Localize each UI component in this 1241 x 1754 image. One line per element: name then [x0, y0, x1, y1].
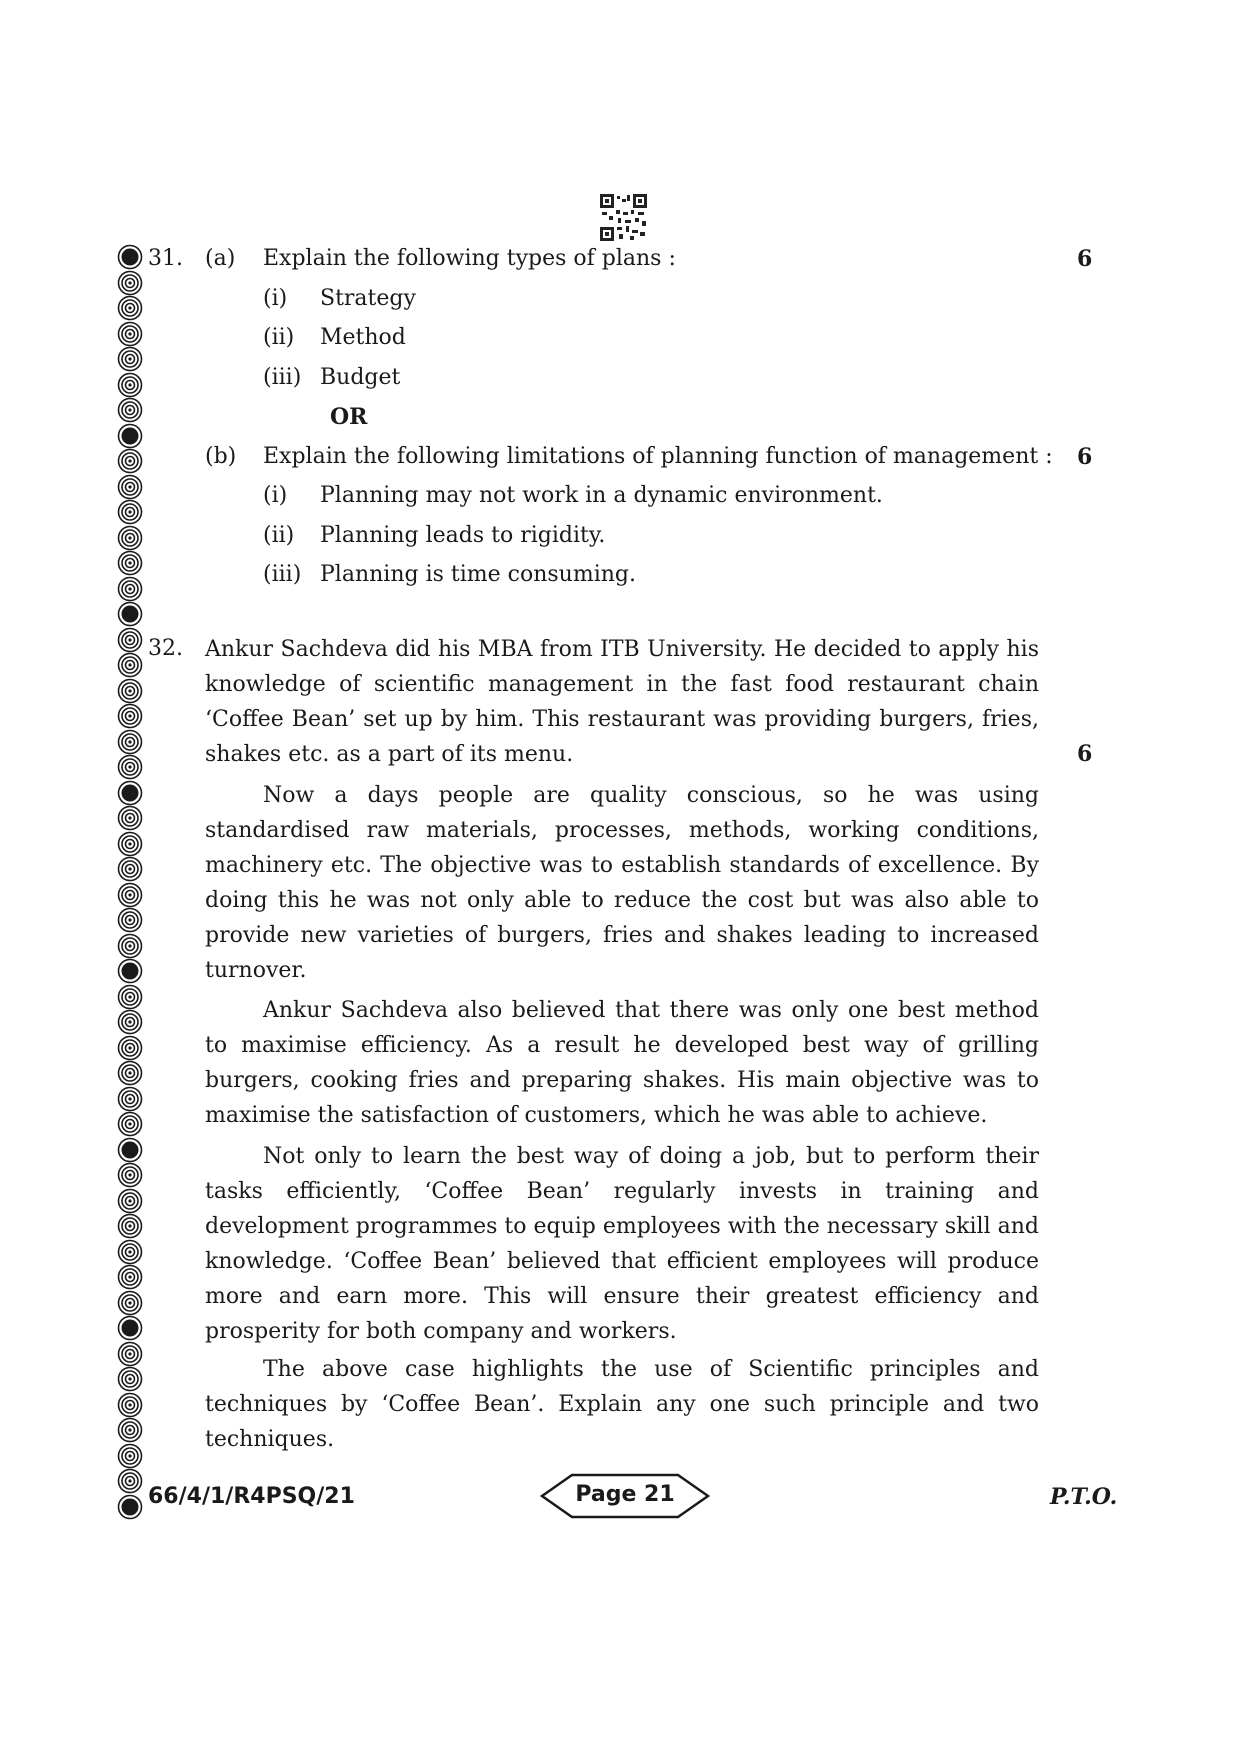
part-label: (a) — [205, 246, 236, 271]
qr-code-icon — [600, 194, 647, 241]
concentric-ring-icon — [117, 1239, 143, 1265]
concentric-ring-icon — [117, 627, 143, 653]
concentric-ring-icon — [117, 1290, 143, 1316]
concentric-ring-icon — [117, 270, 143, 296]
concentric-ring-icon — [117, 448, 143, 474]
paper-code: 66/4/1/R4PSQ/21 — [148, 1484, 355, 1509]
concentric-ring-icon — [117, 882, 143, 908]
concentric-ring-icon — [117, 754, 143, 780]
concentric-ring-icon — [117, 1468, 143, 1494]
concentric-ring-icon — [117, 703, 143, 729]
question-number: 32. — [148, 636, 183, 661]
marks: 6 — [1077, 741, 1093, 767]
concentric-ring-icon — [117, 678, 143, 704]
or-separator: OR — [330, 404, 368, 430]
question-prompt: Explain the following types of plans : — [263, 246, 676, 271]
case-paragraph: Ankur Sachdeva also believed that there was only one best method to maximise efficiency. As a result he developed best way of grilling burgers, cooking fries and preparing shakes. His main objective was to maximise the satisfaction of customers, which he was able to achieve. — [205, 998, 1039, 1128]
concentric-ring-icon — [117, 933, 143, 959]
concentric-ring-icon — [117, 907, 143, 933]
concentric-ring-icon — [117, 499, 143, 525]
concentric-ring-icon — [117, 1417, 143, 1443]
concentric-ring-icon — [117, 1366, 143, 1392]
decorative-border — [117, 244, 147, 1520]
solid-ring-icon — [117, 601, 143, 627]
concentric-ring-icon — [117, 1392, 143, 1418]
list-item-number: (ii) — [263, 325, 295, 350]
solid-ring-icon — [117, 958, 143, 984]
concentric-ring-icon — [117, 1009, 143, 1035]
concentric-ring-icon — [117, 346, 143, 372]
concentric-ring-icon — [117, 1443, 143, 1469]
case-paragraph: The above case highlights the use of Scientific principles and techniques by ‘Coffee Bean’. Explain any one such principle and two techniques. — [205, 1357, 1039, 1452]
concentric-ring-icon — [117, 805, 143, 831]
list-item: Method — [320, 325, 406, 350]
list-item: Planning leads to rigidity. — [320, 523, 606, 548]
concentric-ring-icon — [117, 652, 143, 678]
list-item-number: (iii) — [263, 365, 302, 390]
concentric-ring-icon — [117, 474, 143, 500]
concentric-ring-icon — [117, 984, 143, 1010]
concentric-ring-icon — [117, 856, 143, 882]
concentric-ring-icon — [117, 1341, 143, 1367]
case-paragraph: Ankur Sachdeva did his MBA from ITB University. He decided to apply his knowledge of scientific management in the fast food restaurant chain ‘Coffee Bean’ set up by him. This restaurant was providing burgers, fries, shakes etc. as a part of its menu. — [205, 637, 1039, 767]
list-item: Budget — [320, 365, 401, 390]
question-prompt: Explain the following limitations of planning function of management : — [263, 444, 1053, 469]
concentric-ring-icon — [117, 372, 143, 398]
concentric-ring-icon — [117, 831, 143, 857]
list-item-number: (i) — [263, 483, 288, 508]
solid-ring-icon — [117, 1494, 143, 1520]
concentric-ring-icon — [117, 525, 143, 551]
concentric-ring-icon — [117, 1111, 143, 1137]
list-item-number: (iii) — [263, 562, 302, 587]
concentric-ring-icon — [117, 1162, 143, 1188]
solid-ring-icon — [117, 1315, 143, 1341]
page-number-badge — [540, 1473, 710, 1519]
case-paragraph: Now a days people are quality conscious, so he was using standardised raw materials, processes, methods, working conditions, machinery etc. The objective was to establish standards of excellence. By doing this he was not only able to reduce the cost but was also able to provide new varieties of burgers, fries and shakes leading to increased turnover. — [205, 783, 1039, 983]
concentric-ring-icon — [117, 1213, 143, 1239]
list-item-number: (ii) — [263, 523, 295, 548]
list-item: Strategy — [320, 286, 416, 311]
page-number: Page 21 — [575, 1482, 675, 1507]
concentric-ring-icon — [117, 295, 143, 321]
concentric-ring-icon — [117, 1086, 143, 1112]
concentric-ring-icon — [117, 729, 143, 755]
part-label: (b) — [205, 444, 237, 469]
case-paragraph: Not only to learn the best way of doing a job, but to perform their tasks efficiently, ‘Coffee Bean’ regularly invests in training and development programmes to equip employees with the necessary skill and knowledge. ‘Coffee Bean’ believed that efficient employees will produce more and earn more. This will ensure their greatest efficiency and prosperity for both company and workers. — [205, 1144, 1039, 1344]
pto-label: P.T.O. — [1050, 1484, 1118, 1510]
solid-ring-icon — [117, 780, 143, 806]
marks: 6 — [1077, 246, 1093, 272]
question-number: 31. — [148, 246, 183, 271]
concentric-ring-icon — [117, 321, 143, 347]
concentric-ring-icon — [117, 576, 143, 602]
list-item: Planning is time consuming. — [320, 562, 636, 587]
concentric-ring-icon — [117, 1188, 143, 1214]
solid-ring-icon — [117, 423, 143, 449]
concentric-ring-icon — [117, 397, 143, 423]
concentric-ring-icon — [117, 550, 143, 576]
list-item-number: (i) — [263, 286, 288, 311]
list-item: Planning may not work in a dynamic environment. — [320, 483, 883, 508]
solid-ring-icon — [117, 1137, 143, 1163]
marks: 6 — [1077, 444, 1093, 470]
concentric-ring-icon — [117, 1035, 143, 1061]
solid-ring-icon — [117, 244, 143, 270]
concentric-ring-icon — [117, 1264, 143, 1290]
concentric-ring-icon — [117, 1060, 143, 1086]
